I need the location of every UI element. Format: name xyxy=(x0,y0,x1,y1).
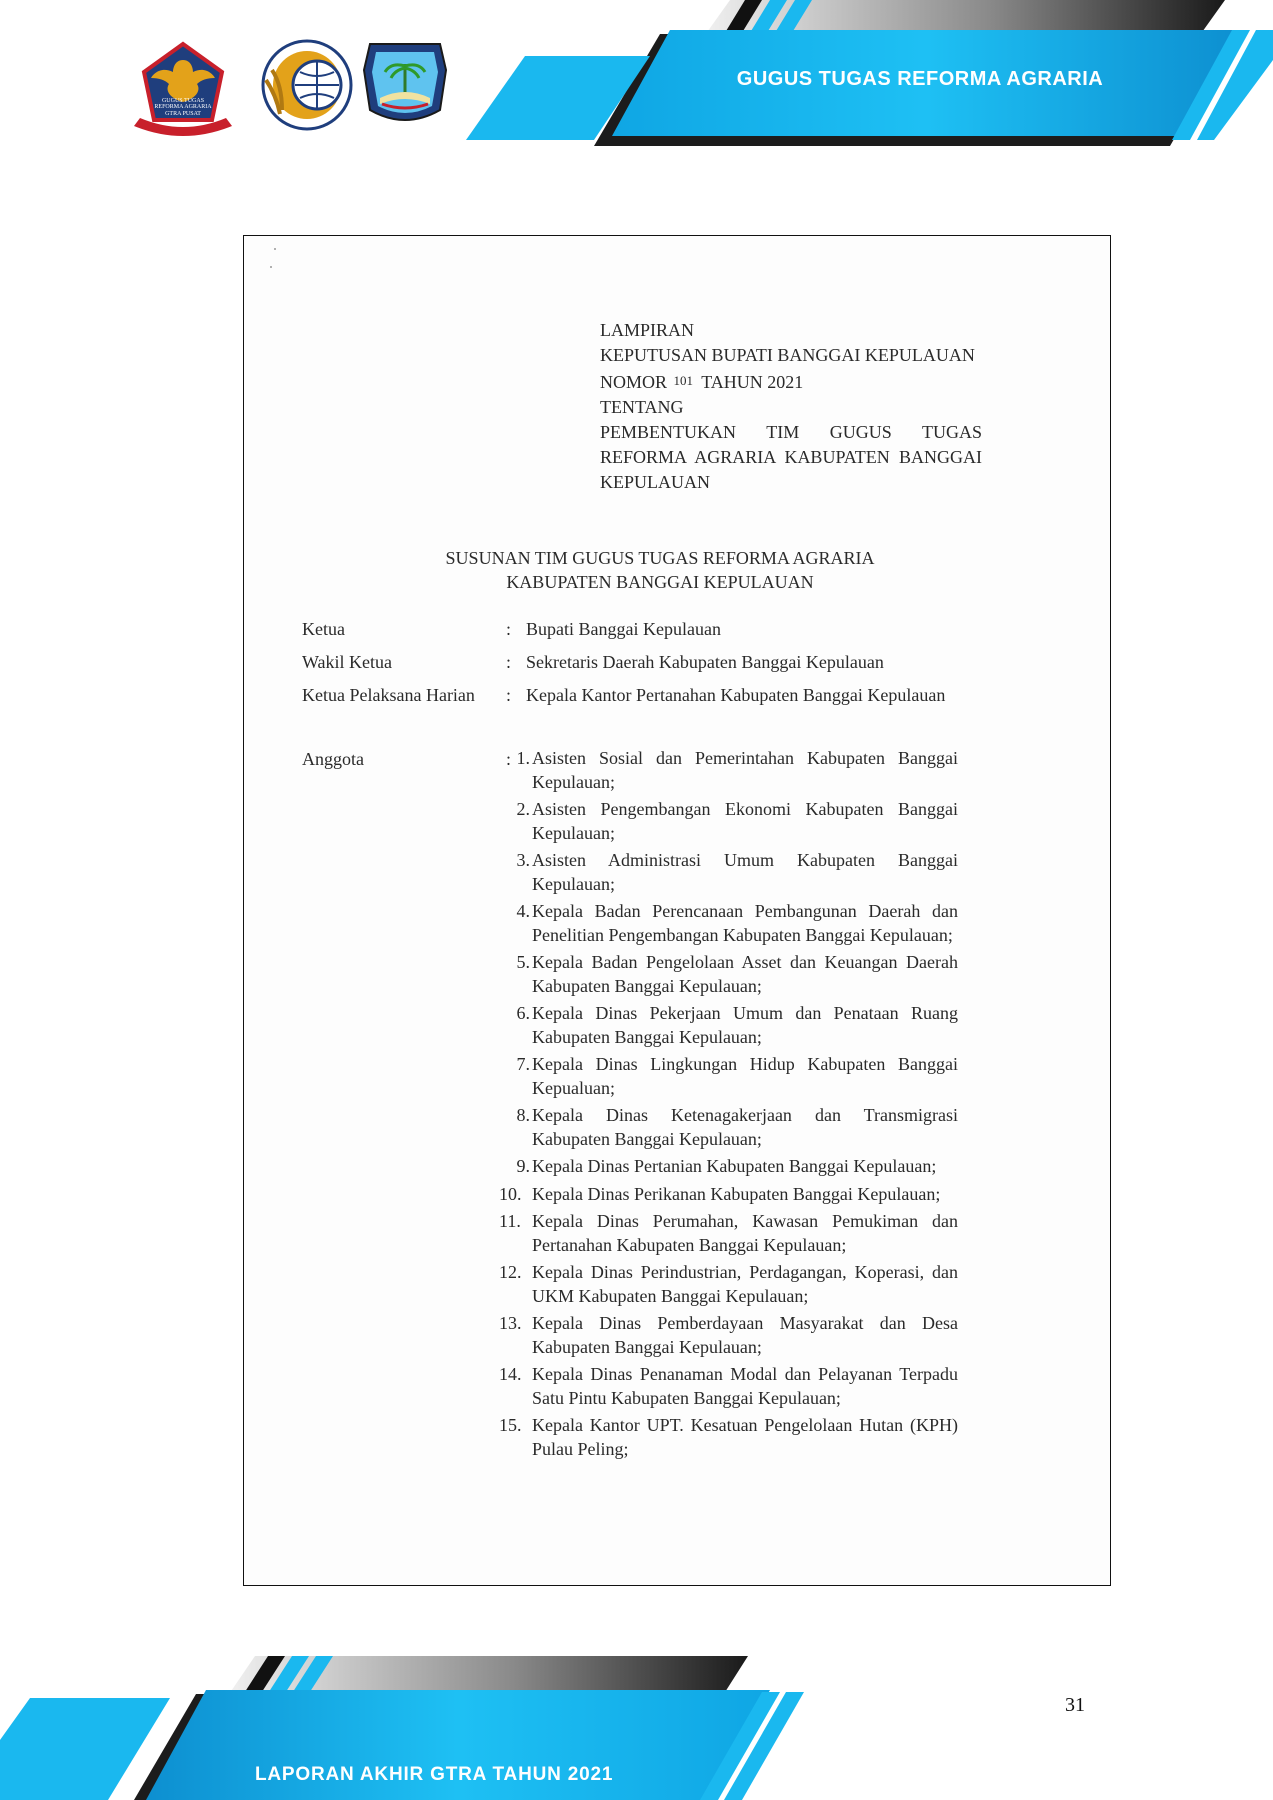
member-text: Kepala Dinas Perindustrian, Perdagangan, Koperasi, dan UKM Kabupaten Banggai Kepulauan; xyxy=(532,1262,958,1306)
lampiran-line: PEMBENTUKAN TIM GUGUS TUGAS xyxy=(600,422,982,442)
role-label: Ketua xyxy=(302,619,345,639)
member-text: Asisten Sosial dan Pemerintahan Kabupaten Banggai Kepulauan; xyxy=(532,748,958,792)
member-text: Kepala Dinas Pemberdayaan Masyarakat dan Desa Kabupaten Banggai Kepulauan; xyxy=(532,1313,958,1357)
scan-speck xyxy=(270,266,272,268)
role-colon: : xyxy=(506,685,512,705)
lampiran-number-line xyxy=(600,368,982,395)
nomor-label: NOMOR xyxy=(600,372,668,392)
lampiran-line: KEPULAUAN xyxy=(600,472,710,492)
member-text: Kepala Dinas Ketenagakerjaan dan Transmigrasi Kabupaten Banggai Kepulauan; xyxy=(532,1105,958,1149)
role-value: Sekretaris Daerah Kabupaten Banggai Kepulauan xyxy=(526,652,884,672)
svg-text:GTRA PUSAT: GTRA PUSAT xyxy=(165,111,201,117)
member-number: 3. xyxy=(516,850,530,870)
member-item xyxy=(499,1414,958,1461)
handwritten-number: 101 xyxy=(673,373,694,388)
lampiran-line: REFORMA AGRARIA KABUPATEN BANGGAI xyxy=(600,447,982,467)
member-number: 9. xyxy=(516,1156,530,1176)
role-label: Wakil Ketua xyxy=(302,652,393,672)
member-item xyxy=(502,1053,958,1100)
member-text: Kepala Dinas Perikanan Kabupaten Banggai Kepulauan; xyxy=(532,1183,941,1204)
tahun-label: TAHUN 2021 xyxy=(701,372,804,392)
member-list xyxy=(499,747,958,1465)
member-text: Asisten Pengembangan Ekonomi Kabupaten Banggai Kepulauan; xyxy=(532,799,958,843)
member-number: 14. xyxy=(499,1364,522,1384)
member-number: 13. xyxy=(499,1313,522,1333)
document-heading xyxy=(244,546,1110,594)
member-item xyxy=(502,900,958,947)
member-item xyxy=(499,1183,958,1207)
member-number: 8. xyxy=(516,1105,530,1125)
member-item xyxy=(499,1261,958,1308)
member-number: 6. xyxy=(516,1003,530,1023)
member-item xyxy=(502,747,958,794)
member-number: 7. xyxy=(516,1054,530,1074)
member-number: 4. xyxy=(516,901,530,921)
svg-text:REFORMA AGRARIA: REFORMA AGRARIA xyxy=(154,104,212,110)
heading-line-1: SUSUNAN TIM GUGUS TUGAS REFORMA AGRARIA xyxy=(445,548,875,568)
member-item xyxy=(499,1210,958,1257)
member-item xyxy=(502,951,958,998)
footer-banner xyxy=(0,1640,1273,1800)
member-text: Kepala Dinas Perumahan, Kawasan Pemukiman dan Pertanahan Kabupaten Banggai Kepulauan; xyxy=(532,1211,958,1255)
banner-title: GUGUS TUGAS REFORMA AGRARIA xyxy=(736,68,1104,90)
scanned-document xyxy=(244,236,1110,1585)
member-number: 10. xyxy=(499,1183,522,1204)
member-item xyxy=(502,849,958,896)
member-number: 11. xyxy=(499,1211,521,1231)
member-text: Asisten Administrasi Umum Kabupaten Banggai Kepulauan; xyxy=(532,850,958,894)
member-item xyxy=(499,1363,958,1410)
svg-text:GUGUS TUGAS: GUGUS TUGAS xyxy=(161,98,205,104)
role-colon: : xyxy=(506,619,512,639)
footer-title: LAPORAN AKHIR GTRA TAHUN 2021 xyxy=(255,1764,614,1785)
member-item xyxy=(502,798,958,845)
logo-gtra-pusat-icon xyxy=(134,44,232,136)
role-label: Anggota xyxy=(302,749,364,769)
member-number: 12. xyxy=(499,1262,522,1282)
lampiran-block xyxy=(600,318,982,495)
member-number: 5. xyxy=(516,952,530,972)
member-number: 2. xyxy=(516,799,530,819)
lampiran-line: KEPUTUSAN BUPATI BANGGAI KEPULAUAN xyxy=(600,345,975,365)
member-item xyxy=(502,1002,958,1049)
scanned-document-frame xyxy=(243,235,1111,1586)
member-number: 15. xyxy=(499,1415,522,1435)
member-text: Kepala Badan Pengelolaan Asset dan Keuangan Daerah Kabupaten Banggai Kepulauan; xyxy=(532,952,958,996)
member-item xyxy=(502,1155,958,1179)
member-item xyxy=(502,1104,958,1151)
member-text: Kepala Dinas Pertanian Kabupaten Banggai Kepulauan; xyxy=(532,1156,937,1176)
member-text: Kepala Badan Perencanaan Pembangunan Daerah dan Penelitian Pengembangan Kabupaten Banggai Kepulauan; xyxy=(532,901,958,945)
role-colon: : xyxy=(506,749,512,769)
lampiran-line: TENTANG xyxy=(600,397,684,417)
member-text: Kepala Kantor UPT. Kesatuan Pengelolaan Hutan (KPH) Pulau Peling; xyxy=(532,1415,958,1459)
logo-atr-bpn-icon xyxy=(263,41,351,129)
page-number: 31 xyxy=(1065,1694,1085,1716)
lampiran-line: LAMPIRAN xyxy=(600,320,695,340)
member-text: Kepala Dinas Pekerjaan Umum dan Penataan Ruang Kabupaten Banggai Kepulauan; xyxy=(532,1003,958,1047)
role-value: Bupati Banggai Kepulauan xyxy=(526,619,721,639)
role-value: Kepala Kantor Pertanahan Kabupaten Banggai Kepulauan xyxy=(526,685,946,705)
member-item xyxy=(499,1312,958,1359)
member-text: Kepala Dinas Penanaman Modal dan Pelayanan Terpadu Satu Pintu Kabupaten Banggai Kepulauan; xyxy=(532,1364,958,1408)
role-label: Ketua Pelaksana Harian xyxy=(302,685,475,705)
scan-speck xyxy=(274,248,276,250)
role-colon: : xyxy=(506,652,512,672)
logo-banggai-kepulauan-icon xyxy=(364,44,446,120)
member-number: 1. xyxy=(516,748,530,768)
member-text: Kepala Dinas Lingkungan Hidup Kabupaten Banggai Kepualuan; xyxy=(532,1054,958,1098)
heading-line-2: KABUPATEN BANGGAI KEPULAUAN xyxy=(506,572,814,592)
